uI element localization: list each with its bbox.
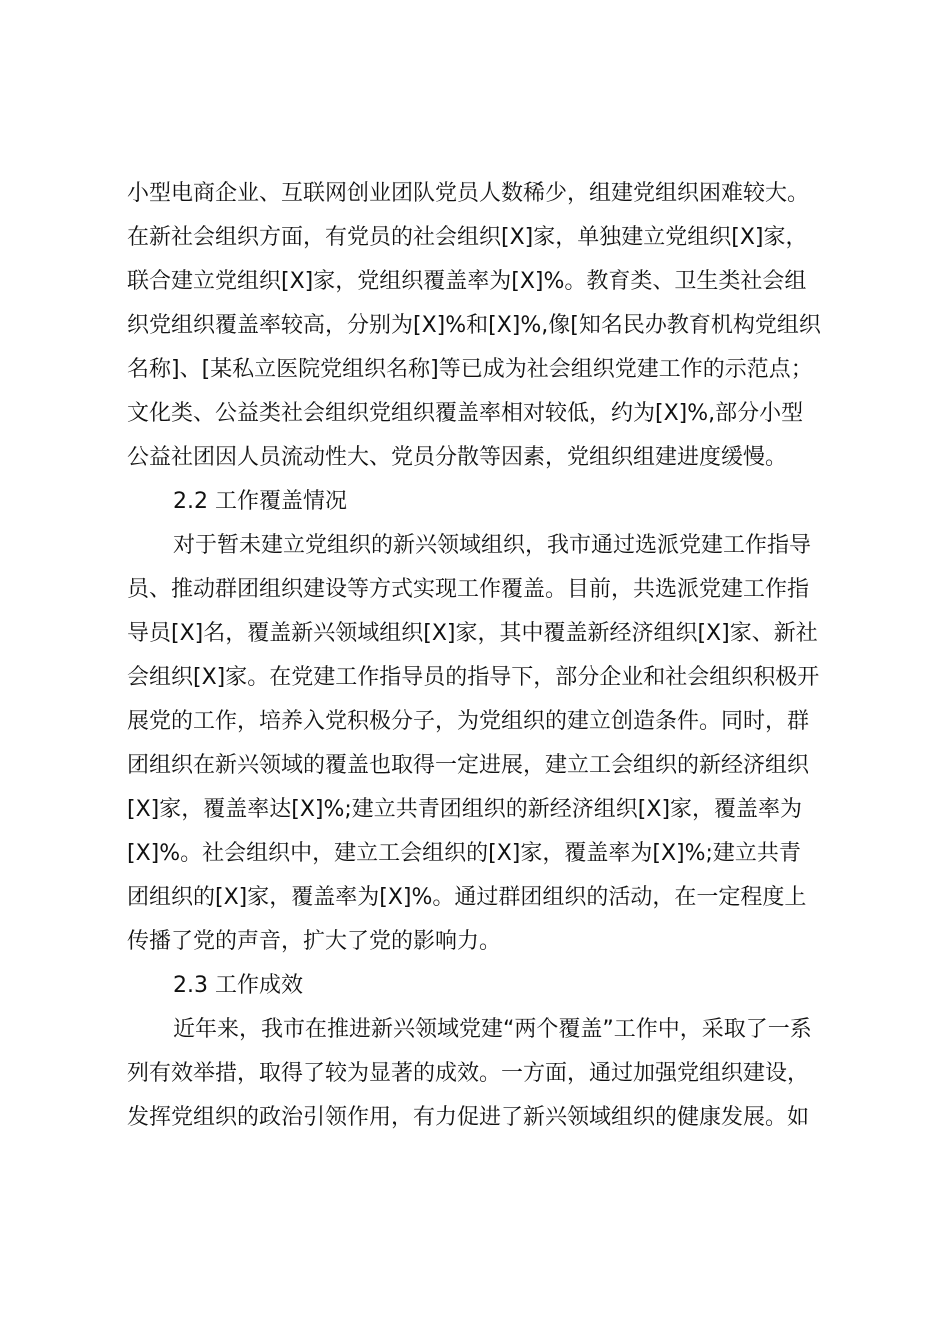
- paragraph-first-line: 对于暂未建立党组织的新兴领域组织，我市通过选派党建工作指导: [173, 533, 812, 558]
- body-text-line: 联合建立党组织[X]家，党组织覆盖率为[X]%。教育类、卫生类社会组: [127, 269, 807, 294]
- body-text-line: [X]%。社会组织中，建立工会组织的[X]家，覆盖率为[X]%;建立共青: [127, 841, 801, 866]
- body-text-line: 导员[X]名，覆盖新兴领域组织[X]家，其中覆盖新经济组织[X]家、新社: [127, 621, 818, 646]
- body-text-line: 文化类、公益类社会组织党组织覆盖率相对较低，约为[X]%,部分小型: [127, 401, 804, 426]
- body-text-line: [X]家，覆盖率达[X]%;建立共青团组织的新经济组织[X]家，覆盖率为: [127, 797, 803, 822]
- body-text-line: 织党组织覆盖率较高，分别为[X]%和[X]%,像[知名民办教育机构党组织: [127, 313, 821, 338]
- paragraph-first-line: 近年来，我市在推进新兴领域党建“两个覆盖”工作中，采取了一系: [173, 1017, 812, 1042]
- body-text-line: 在新社会组织方面，有党员的社会组织[X]家，单独建立党组织[X]家，: [127, 225, 808, 250]
- body-text-line: 发挥党组织的政治引领作用，有力促进了新兴领域组织的健康发展。如: [127, 1105, 810, 1130]
- body-text-line: 团组织在新兴领域的覆盖也取得一定进展，建立工会组织的新经济组织: [127, 753, 810, 778]
- body-text-line: 小型电商企业、互联网创业团队党员人数稀少，组建党组织困难较大。: [127, 181, 810, 206]
- body-text-line: 员、推动群团组织建设等方式实现工作覆盖。目前，共选派党建工作指: [127, 577, 810, 602]
- section-heading-2-3: 2.3 工作成效: [173, 973, 303, 998]
- body-text-line: 会组织[X]家。在党建工作指导员的指导下，部分企业和社会组织积极开: [127, 665, 820, 690]
- section-heading-2-2: 2.2 工作覆盖情况: [173, 489, 347, 514]
- body-text-line: 列有效举措，取得了较为显著的成效。一方面，通过加强党组织建设，: [127, 1061, 810, 1086]
- body-text-line: 名称]、[某私立医院党组织名称]等已成为社会组织党建工作的示范点；: [127, 357, 813, 382]
- body-text-line: 团组织的[X]家，覆盖率为[X]%。通过群团组织的活动，在一定程度上: [127, 885, 807, 910]
- body-text-line: 展党的工作，培养入党积极分子，为党组织的建立创造条件。同时，群: [127, 709, 810, 734]
- body-text-line: 公益社团因人员流动性大、党员分散等因素，党组织组建进度缓慢。: [127, 445, 788, 470]
- body-text-line: 传播了党的声音，扩大了党的影响力。: [127, 929, 502, 954]
- document-body: [127, 172, 837, 1140]
